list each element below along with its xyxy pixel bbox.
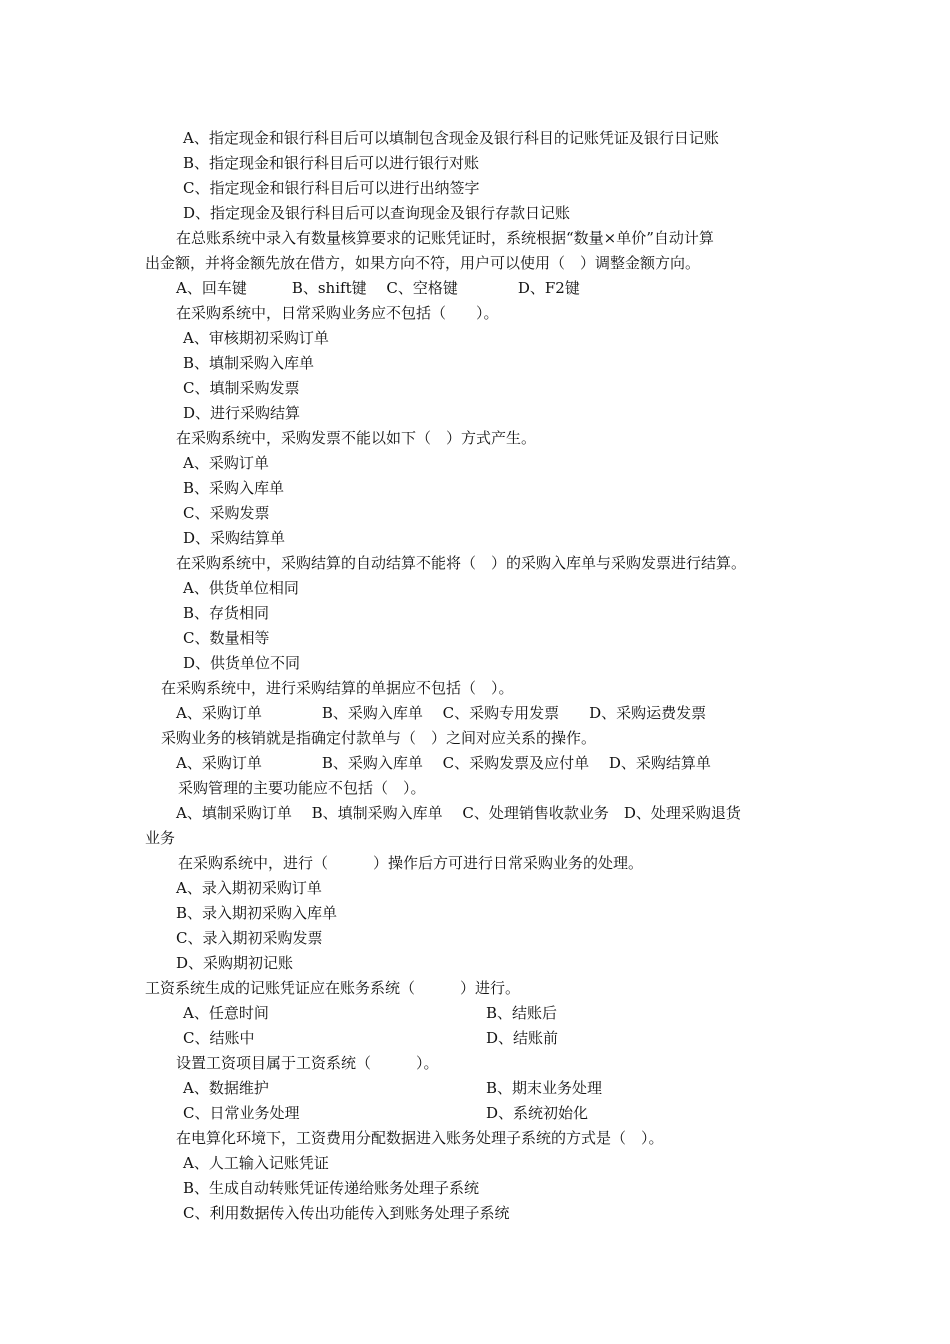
question-text: 设置工资项目属于工资系统（ ）。 — [176, 1054, 439, 1072]
option-c: C、填制采购发票 — [183, 379, 300, 397]
option-d: D、进行采购结算 — [183, 404, 301, 422]
option-a: A、录入期初采购订单 — [176, 879, 322, 897]
options-row: A、采购订单 B、采购入库单 C、采购发票及应付单 D、采购结算单 — [176, 754, 711, 772]
question-text-continued: 出金额，并将金额先放在借方，如果方向不符，用户可以使用（ ）调整金额方向。 — [145, 254, 701, 272]
option-a: A、数据维护 — [183, 1079, 269, 1097]
question-text: 在采购系统中，采购发票不能以如下（ ）方式产生。 — [176, 429, 537, 447]
option-d: D、结账前 — [486, 1029, 559, 1047]
option-d: D、供货单位不同 — [183, 654, 301, 672]
option-a: A、人工输入记账凭证 — [183, 1154, 329, 1172]
question-text: 在总账系统中录入有数量核算要求的记账凭证时，系统根据“数量×单价”自动计算 — [176, 229, 714, 247]
option-c: C、录入期初采购发票 — [176, 929, 323, 947]
question-text: 在采购系统中，日常采购业务应不包括（ ）。 — [176, 304, 499, 322]
question-text: 在采购系统中，采购结算的自动结算不能将（ ）的采购入库单与采购发票进行结算。 — [176, 554, 747, 572]
option-b: B、填制采购入库单 — [183, 354, 315, 372]
question-text: 工资系统生成的记账凭证应在账务系统（ ）进行。 — [145, 979, 521, 997]
options-row: A、填制采购订单 B、填制采购入库单 C、处理销售收款业务 D、处理采购退货 — [176, 804, 741, 822]
option-b: B、结账后 — [486, 1004, 558, 1022]
option-b: B、存货相同 — [183, 604, 270, 622]
option-b: B、指定现金和银行科目后可以进行银行对账 — [183, 154, 480, 172]
option-d: D、系统初始化 — [486, 1104, 589, 1122]
option-b: B、录入期初采购入库单 — [176, 904, 338, 922]
option-a: A、审核期初采购订单 — [183, 329, 329, 347]
option-b: B、期末业务处理 — [486, 1079, 603, 1097]
option-d: D、采购期初记账 — [176, 954, 294, 972]
option-d: D、指定现金及银行科目后可以查询现金及银行存款日记账 — [183, 204, 571, 222]
option-a: A、任意时间 — [183, 1004, 269, 1022]
question-text: 采购管理的主要功能应不包括（ ）。 — [178, 779, 426, 797]
option-a: A、供货单位相同 — [183, 579, 299, 597]
option-b: B、生成自动转账凭证传递给账务处理子系统 — [183, 1179, 480, 1197]
question-text: 在采购系统中，进行（ ）操作后方可进行日常采购业务的处理。 — [178, 854, 644, 872]
options-row-continued: 业务 — [145, 829, 176, 847]
question-text: 采购业务的核销就是指确定付款单与（ ）之间对应关系的操作。 — [161, 729, 597, 747]
options-row: A、采购订单 B、采购入库单 C、采购专用发票 D、采购运费发票 — [176, 704, 707, 722]
question-text: 在电算化环境下，工资费用分配数据进入账务处理子系统的方式是（ ）。 — [176, 1129, 664, 1147]
option-c: C、指定现金和银行科目后可以进行出纳签字 — [183, 179, 480, 197]
option-d: D、采购结算单 — [183, 529, 286, 547]
option-c: C、采购发票 — [183, 504, 270, 522]
options-row: A、回车键 B、shift键 C、空格键 D、F2键 — [176, 279, 580, 297]
option-a: A、指定现金和银行科目后可以填制包含现金及银行科目的记账凭证及银行日记账 — [183, 129, 719, 147]
option-a: A、采购订单 — [183, 454, 269, 472]
option-c: C、结账中 — [183, 1029, 255, 1047]
option-c: C、数量相等 — [183, 629, 270, 647]
option-c: C、日常业务处理 — [183, 1104, 300, 1122]
question-text: 在采购系统中，进行采购结算的单据应不包括（ ）。 — [161, 679, 514, 697]
option-c: C、利用数据传入传出功能传入到账务处理子系统 — [183, 1204, 510, 1222]
option-b: B、采购入库单 — [183, 479, 285, 497]
